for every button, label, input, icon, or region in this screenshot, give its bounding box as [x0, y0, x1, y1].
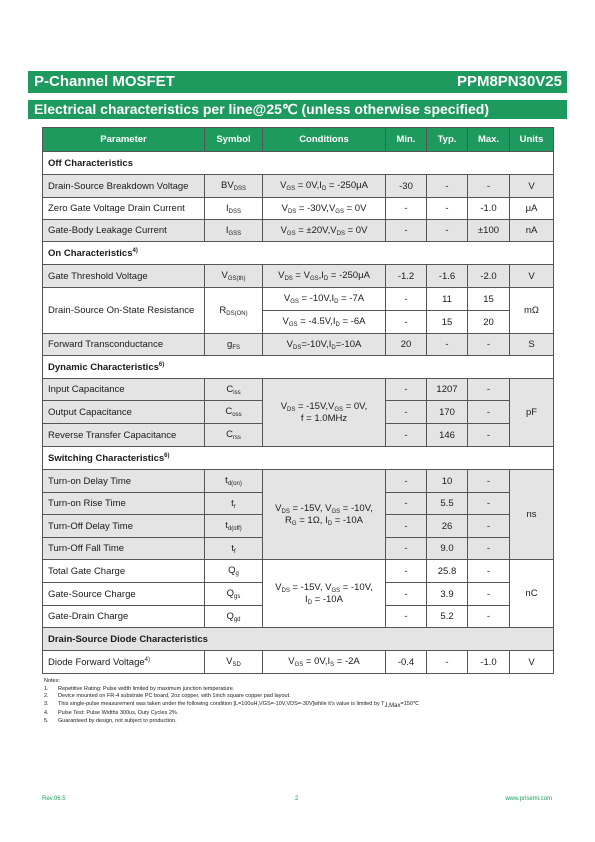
header-parameter: Parameter [43, 128, 205, 152]
typ-cell: 25.8 [427, 560, 468, 583]
min-cell: - [386, 606, 427, 628]
max-cell: - [468, 493, 510, 515]
units-cell: nA [510, 220, 554, 242]
switching-conditions: $V_{DS} = -15V$, $V_{GS} = -10V$, $R_G = 1\Omega$, $I_D = -10A$ [263, 470, 386, 560]
conditions-cell: $V_{GS} = \pm 20V,V_{DS} = 0V$ [263, 220, 386, 242]
section-row [43, 356, 554, 379]
parameter-cell: Reverse Transfer Capacitance [43, 424, 205, 447]
document-title: P-Channel MOSFET [34, 73, 175, 90]
note-item: 1. Repetitive Rating: Pulse width limited by maximum junction temperature. [44, 685, 235, 692]
typ-cell: 5.5 [427, 493, 468, 515]
typ-cell: 5.2 [427, 606, 468, 628]
max-cell: -1.0 [468, 651, 510, 674]
notes-title: Notes: [44, 678, 60, 684]
table-row [43, 198, 554, 220]
header-min: Min. [386, 128, 427, 152]
notes-list [44, 686, 419, 726]
footer-revision: Rev.06.5 [42, 796, 66, 802]
min-cell: -30 [386, 175, 427, 198]
conditions-cell: $V_{GS} = 0V,I_S = -2A$ [263, 651, 386, 674]
table-row: Diode Forward Voltage$^{4)}$ $V_{SD}$ $V_{GS} = 0V,I_S = -2A$ -0.4 - -1.0 V [43, 651, 554, 674]
units-cell: V [510, 175, 554, 198]
max-cell: - [468, 401, 510, 424]
section-label: Drain-Source Diode Characteristics [43, 628, 554, 651]
parameter-cell: Gate-Source Charge [43, 583, 205, 606]
min-cell: -1.2 [386, 265, 427, 288]
table-row [43, 560, 554, 583]
max-cell: - [468, 175, 510, 198]
table-header-row [43, 128, 554, 152]
header-max: Max. [468, 128, 510, 152]
header-units: Units [510, 128, 554, 152]
min-cell: 20 [386, 334, 427, 356]
parameter-cell: Zero Gate Voltage Drain Current [43, 198, 205, 220]
max-cell: - [468, 470, 510, 493]
typ-cell: 11 [427, 288, 468, 311]
max-cell: - [468, 538, 510, 560]
min-cell: - [386, 493, 427, 515]
section-label: On Characteristics$^{4)}$ [43, 242, 554, 265]
conditions-cell: $V_{DS} = -30V,V_{GS} = 0V$ [263, 198, 386, 220]
typ-cell: 3.9 [427, 583, 468, 606]
symbol-cell: $V_{SD}$ [205, 651, 263, 674]
parameter-cell: Gate-Body Leakage Current [43, 220, 205, 242]
parameter-cell: Gate Threshold Voltage [43, 265, 205, 288]
max-cell: - [468, 515, 510, 538]
max-cell: - [468, 424, 510, 447]
min-cell: - [386, 515, 427, 538]
typ-cell: 146 [427, 424, 468, 447]
section-row [43, 242, 554, 265]
parameter-cell: Gate-Drain Charge [43, 606, 205, 628]
max-cell: - [468, 334, 510, 356]
typ-cell: - [427, 334, 468, 356]
table-row [43, 265, 554, 288]
typ-cell: 9.0 [427, 538, 468, 560]
note-item: 3. This single-pulse measurement was taken under the following condition [L=100uH,VGS=-10V,VDS=-30V]while it's value is limited by $T_{J,Max}=150℃$ [44, 700, 420, 709]
section-label: Dynamic Characteristics$^{6)}$ [43, 356, 554, 379]
max-cell: - [468, 560, 510, 583]
units-cell: S [510, 334, 554, 356]
parameter-cell: Input Capacitance [43, 379, 205, 401]
min-cell: - [386, 470, 427, 493]
min-cell: - [386, 220, 427, 242]
note-item: 2. Device mounted on FR-4 substrate PC board, 2oz copper, with 1inch square copper pad layout. [44, 693, 291, 700]
symbol-cell: $Q_{gd}$ [205, 606, 263, 628]
conditions-cell: $V_{DS} = V_{GS},I_D = -250\mu A$ [263, 265, 386, 288]
conditions-cell: $V_{GS} = -4.5V,I_D = -6A$ [263, 311, 386, 334]
typ-cell: 1207 [427, 379, 468, 401]
capacitance-unit: pF [510, 379, 554, 447]
parameter-cell: Drain-Source Breakdown Voltage [43, 175, 205, 198]
symbol-cell: $Q_{gs}$ [205, 583, 263, 606]
table-row [43, 334, 554, 356]
max-cell: -2.0 [468, 265, 510, 288]
electrical-characteristics-table [42, 127, 554, 674]
table-row [43, 470, 554, 493]
section-row [43, 628, 554, 651]
capacitance-conditions: $V_{DS} = -15V,V_{GS} = 0V$, f = 1.0MHz [263, 379, 386, 447]
min-cell: - [386, 198, 427, 220]
units-cell: μA [510, 198, 554, 220]
conditions-cell: $V_{GS} = 0V,I_D = -250\mu A$ [263, 175, 386, 198]
typ-cell: - [427, 198, 468, 220]
title-banner [28, 71, 567, 93]
symbol-cell: $t_{d(off)}$ [205, 515, 263, 538]
section-label: Off Characteristics [43, 152, 554, 175]
symbol-cell: $C_{iss}$ [205, 379, 263, 401]
typ-cell: 15 [427, 311, 468, 334]
units-cell: V [510, 651, 554, 674]
symbol-cell: $C_{oss}$ [205, 401, 263, 424]
max-cell: ±100 [468, 220, 510, 242]
header-typ: Typ. [427, 128, 468, 152]
note-item: 5. Guaranteed by design, not subject to production. [44, 717, 177, 724]
typ-cell: - [427, 175, 468, 198]
parameter-cell: Turn-on Delay Time [43, 470, 205, 493]
max-cell: 15 [468, 288, 510, 311]
units-cell: mΩ [510, 288, 554, 334]
max-cell: - [468, 583, 510, 606]
min-cell: - [386, 311, 427, 334]
notes-section [44, 678, 419, 726]
parameter-cell: Turn-Off Delay Time [43, 515, 205, 538]
gate-charge-unit: nC [510, 560, 554, 628]
min-cell: - [386, 424, 427, 447]
symbol-cell: $BV_{DSS}$ [205, 175, 263, 198]
min-cell: - [386, 560, 427, 583]
footer-page-number: 2 [295, 796, 299, 802]
gate-charge-conditions: $V_{DS} = -15V$, $V_{GS} = -10V$, $I_D = -10A$ [263, 560, 386, 628]
symbol-cell: $R_{DS(ON)}$ [205, 288, 263, 334]
symbol-cell: $t_f$ [205, 538, 263, 560]
typ-cell: 10 [427, 470, 468, 493]
symbol-cell: $g_{FS}$ [205, 334, 263, 356]
max-cell: - [468, 606, 510, 628]
footer-website: www.prisemi.com [505, 796, 552, 802]
symbol-cell: $I_{GSS}$ [205, 220, 263, 242]
max-cell: -1.0 [468, 198, 510, 220]
header-symbol: Symbol [205, 128, 263, 152]
table-row [43, 379, 554, 401]
min-cell: - [386, 288, 427, 311]
conditions-cell: $V_{GS} = -10V,I_D = -7A$ [263, 288, 386, 311]
min-cell: - [386, 401, 427, 424]
min-cell: - [386, 583, 427, 606]
table-row [43, 220, 554, 242]
symbol-cell: $V_{GS(th)}$ [205, 265, 263, 288]
min-cell: - [386, 379, 427, 401]
typ-cell: 170 [427, 401, 468, 424]
typ-cell: - [427, 220, 468, 242]
symbol-cell: $I_{DSS}$ [205, 198, 263, 220]
conditions-cell: $V_{DS}=-10V,I_D=-10A$ [263, 334, 386, 356]
symbol-cell: $Q_g$ [205, 560, 263, 583]
section-row [43, 447, 554, 470]
symbol-cell: $t_r$ [205, 493, 263, 515]
typ-cell: -1.6 [427, 265, 468, 288]
max-cell: 20 [468, 311, 510, 334]
section-row [43, 152, 554, 175]
table-row [43, 175, 554, 198]
parameter-cell: Total Gate Charge [43, 560, 205, 583]
table-row [43, 288, 554, 311]
switching-unit: ns [510, 470, 554, 560]
min-cell: - [386, 538, 427, 560]
parameter-cell: Turn-on Rise Time [43, 493, 205, 515]
typ-cell: 26 [427, 515, 468, 538]
section-title: Electrical characteristics per line@25℃ (unless otherwise specified) [28, 100, 567, 119]
max-cell: - [468, 379, 510, 401]
units-cell: V [510, 265, 554, 288]
symbol-cell: $C_{rss}$ [205, 424, 263, 447]
symbol-cell: $t_{d(on)}$ [205, 470, 263, 493]
section-label: Switching Characteristics$^{6)}$ [43, 447, 554, 470]
part-number: PPM8PN30V25 [456, 73, 562, 90]
min-cell: -0.4 [386, 651, 427, 674]
parameter-cell: Turn-Off Fall Time [43, 538, 205, 560]
parameter-cell: Drain-Source On-State Resistance [43, 288, 205, 334]
typ-cell: - [427, 651, 468, 674]
note-item: 4. Pulse Test: Pulse Widths 300us, Duty Cycles 2%. [44, 710, 179, 717]
parameter-cell: Output Capacitance [43, 401, 205, 424]
parameter-cell: Forward Transconductance [43, 334, 205, 356]
header-conditions: Conditions [263, 128, 386, 152]
